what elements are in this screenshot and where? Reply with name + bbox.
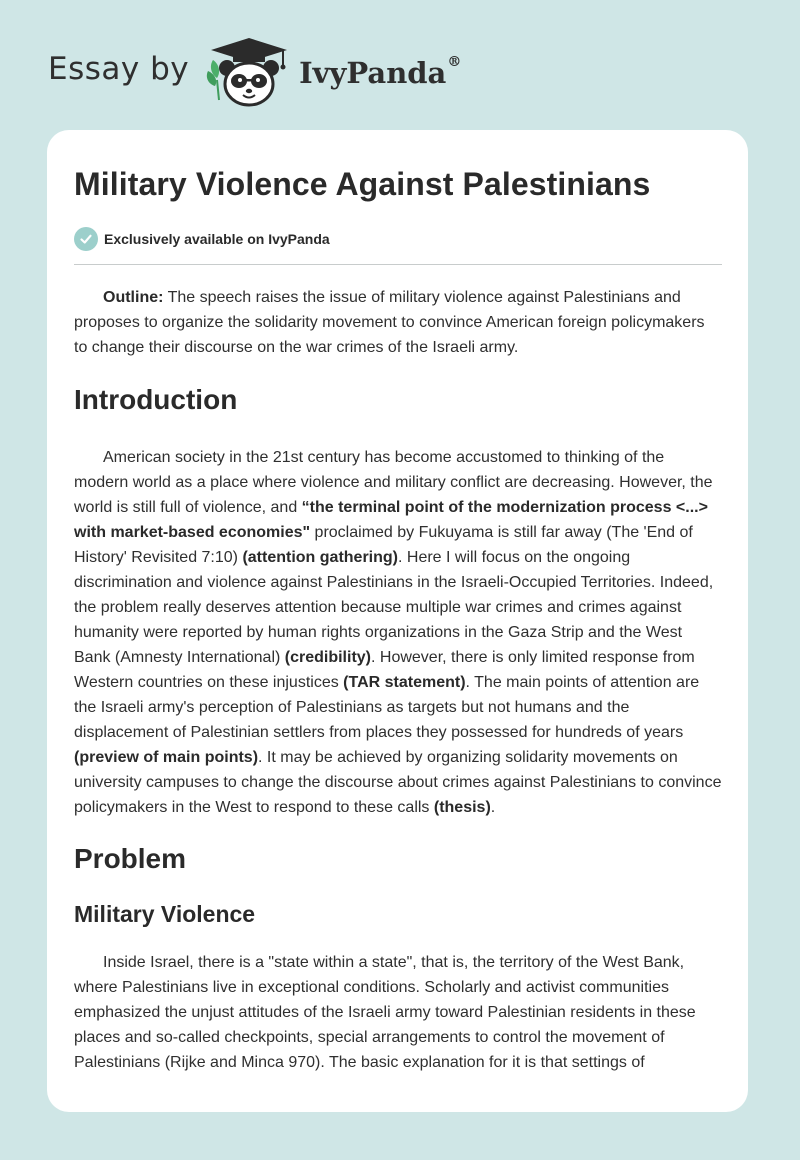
essay-card: [47, 130, 748, 1112]
outline-text: The speech raises the issue of military violence against Palestinians and proposes to organize the solidarity movement to convince American foreign policymakers to change their discourse on the war crimes of the Israeli army.: [74, 289, 705, 356]
outline-paragraph: [74, 285, 722, 360]
check-circle-icon: [74, 227, 98, 251]
thesis-note: (thesis): [433, 799, 491, 816]
military-violence-paragraph: Inside Israel, there is a "state within a state", that is, the territory of the West Bank, where Palestinians live in exceptional conditions. Scholarly and activist communities emphasized the unjust attitudes of the Israeli army toward Palestinian residents in these places and so-called checkpoints, special arrangements to control the movement of Palestinians (Rijke and Minca 970). The basic explanation for it is that settings of: [74, 954, 696, 1071]
tar-statement-note: (TAR statement): [343, 674, 466, 691]
registered-mark: ®: [447, 54, 462, 70]
page-title: Military Violence Against Palestinians: [74, 166, 651, 202]
brand-prefix: Essay by: [48, 51, 190, 87]
outline-label: Outline:: [103, 289, 164, 306]
exclusive-label: Exclusively available on IvyPanda: [104, 231, 330, 247]
problem-heading: Problem: [74, 843, 187, 874]
panda-graduate-icon: [203, 34, 295, 110]
introduction-paragraph: American society in the 21st century has become accustomed to thinking of the modern world as a place where violence and military conflict are decreasing. However, the world is still full of violence, and “the terminal point of the modernization process <...> with market-based economies" proclaimed by Fukuyama is still far away (The 'End of History' Revisited 7:10) (attention gathering). Here I will focus on the ongoing discrimination and violence against Palestinians in the Israeli-Occupied Territories. Indeed, the problem really deserves attention because multiple war crimes and crimes against humanity were reported by human rights organizations in the Gaza Strip and the West Bank (Amnesty International) (credibility). However, there is only limited response from Western countries on these injustices (TAR statement). The main points of attention are the Israeli army's perception of Palestinians as targets but not humans and the displacement of Palestinian settlers from places they possessed for hundreds of years (preview of main points). It may be achieved by organizing solidarity movements on university campuses to change the discourse about crimes against Palestinians to convince policymakers in the West to respond to these calls (thesis).: [74, 449, 722, 816]
exclusive-badge: [74, 227, 722, 265]
credibility-note: (credibility): [284, 649, 371, 666]
attention-gathering-note: (attention gathering): [242, 549, 398, 566]
brand-name: IvyPanda®: [299, 54, 462, 90]
introduction-heading: Introduction: [74, 384, 238, 415]
brand-header: [48, 34, 461, 110]
fukuyama-quote: “the terminal point of the modernization process <...> with market-based economies": [74, 499, 708, 541]
preview-note: (preview of main points): [74, 749, 259, 766]
military-violence-heading: Military Violence: [74, 901, 256, 927]
